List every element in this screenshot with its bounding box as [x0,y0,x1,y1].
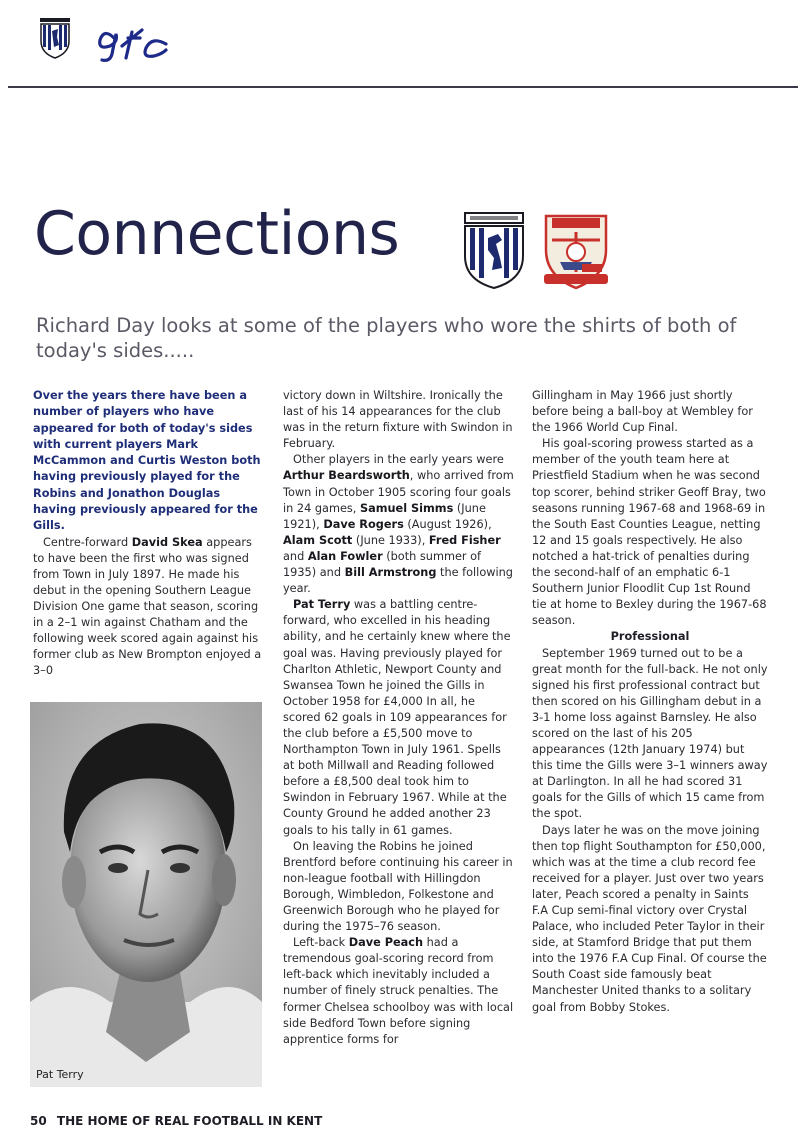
paragraph: On leaving the Robins he joined Brentford before continuing his career in non-league football with Hillingdon Borough, Wimbledon, Folkestone and Greenwich Borough who he played for during the 1975–76 season. [283,839,513,934]
header-rule [8,86,798,88]
paragraph: Pat Terry was a battling centre-forward, who excelled in his heading ability, and he certainly knew where the goal was. Having previously played for Charlton Athletic, Newport County and Swansea Town he joined the Gills in October 1958 for £4,000 In all, he scored 62 goals in 109 appearances for the club before a £5,500 move to Northampton Town in July 1961. Spells at both Millwall and Reading followed before a £8,500 deal took him to Swindon in February 1967. While at the County Ground he added another 23 goals to his tally in 61 games. [283,598,511,837]
paragraph: Other players in the early years were Arthur Beardsworth, who arrived from Town in October 1905 scoring four goals in 24 games, Samuel Simms (June 1921), Dave Rogers (August 1926), Alam Scott (June 1933), Fred Fisher and Alan Fowler (both summer of 1935) and Bill Armstrong the following year. [283,453,514,596]
paragraph: His goal-scoring prowess started as a member of the youth team here at Priestfield Stadium when he was second top scorer, behind striker Geoff Bray, two seasons running 1967-68 and 1968-69 in the South East Counties League, netting 12 and 15 goals respectively. He also notched a hat-trick of penalties during the second-half of an emphatic 6-1 Southern Junior Floodlit Cup 1st Round tie at home to Bexley during the 1967-68 season. [532,437,767,628]
article-title: Connections [34,199,400,269]
paragraph: September 1969 turned out to be a great month for the full-back. He not only signed his first professional contract but then scored on his Gillingham debut in a 3-1 home loss against Barnsley. He also scored on the last of his 205 appearances (12th January 1974) but this time the Gills were 3–1 winners away at Darlington. In all he had scored 31 goals for the Gills of which 15 came from the spot. [532,646,768,821]
gfc-monogram-icon [96,24,170,64]
paragraph: Gillingham in May 1966 just shortly before being a ball-boy at Wembley for the 1966 World Cup Final. [532,389,753,435]
page-number: 50 [30,1114,47,1128]
paragraph: victory down in Wiltshire. Ironically the last of his 14 appearances for the club was in the return fixture with Swindon in February. [283,389,513,451]
gillingham-crest-icon [38,17,72,59]
section-subhead: Professional [610,630,690,644]
swindon-crest-icon [538,210,614,292]
article-standfirst: Richard Day looks at some of the players who wore the shirts of both of today's sides..... [36,314,737,362]
photo-caption: Pat Terry [36,1068,84,1081]
pat-terry-photo [30,702,262,1087]
article-column-2 [283,388,514,1048]
footer-tagline: THE HOME OF REAL FOOTBALL IN KENT [56,1114,323,1128]
paragraph: Days later he was on the move joining then top flight Southampton for £50,000, which was at the time a club record fee received for a player. Just over two years later, Peach scored a penalty in Saints F.A Cup semi-final victory over Crystal Palace, who included Peter Taylor in their side, at Stamford Bridge that put them into the 1976 F.A Cup Final. Of course the South Coast side famously beat Manchester United thanks to a solitary goal from Bobby Stokes. [532,823,767,1014]
paragraph: Centre-forward David Skea appears to have been the first who was signed from Town in July 1897. He made his debut in the opening Southern League Division One game that season, scoring in a 2–1 win against Chatham and the following week scored again against his former club as New Brompton enjoyed a 3–0 [33,535,262,678]
page-footer [30,1114,322,1128]
portrait-image [30,702,262,1087]
article-lead: Over the years there have been a number of players who have appeared for both of today's sides with current players Mark McCammon and Curtis Weston both having previously played for the Robins and Jonathon Douglas having previously appeared for the Gills. [33,389,261,533]
header-bar [0,0,800,92]
paragraph: Left-back Dave Peach had a tremendous goal-scoring record from left-back which inevitably included a number of finely struck penalties. The former Chelsea schoolboy was with local side Bedford Town before signing apprentice forms for [283,936,514,1046]
article-column-3 [532,388,768,1016]
article-column-1 [33,388,266,680]
gillingham-crest-large-icon [462,210,526,290]
